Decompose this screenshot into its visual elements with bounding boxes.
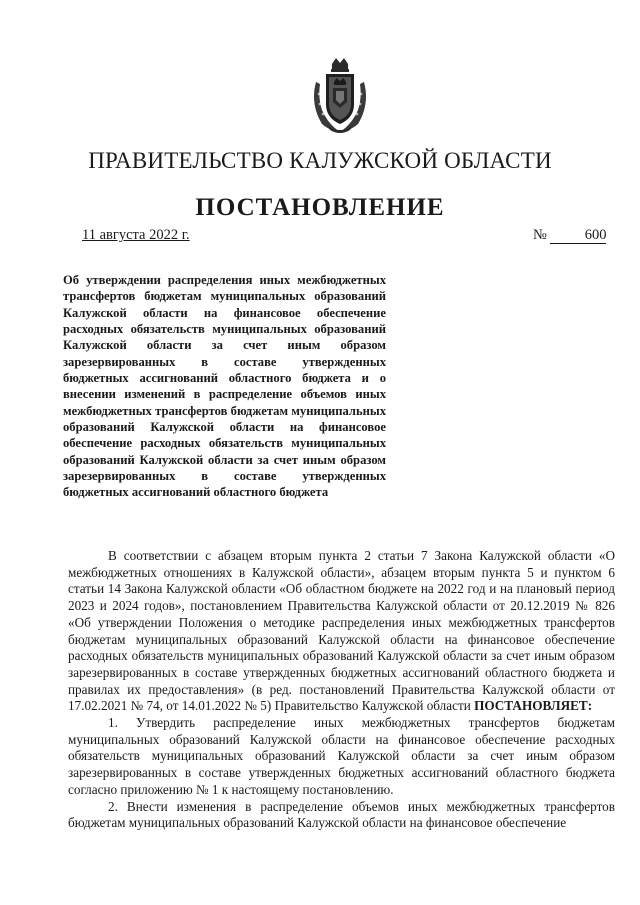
document-number-label: № [533,227,547,243]
resolves-keyword: ПОСТАНОВЛЯЕТ: [474,698,593,714]
preamble-paragraph [68,548,615,715]
document-type-title: ПОСТАНОВЛЕНИЕ [195,194,445,221]
document-date-value: 11 августа 2022 г. [82,227,190,243]
document-date [70,227,190,244]
document-number [533,227,606,244]
government-title: ПРАВИТЕЛЬСТВО КАЛУЖСКОЙ ОБЛАСТИ [88,148,552,173]
item-paragraph-2: 2. Внести изменения в распределение объемов иных межбюджетных трансфертов бюджетам муниципальных образований Калужской области на финансовое обеспечение [68,798,615,831]
document-number-value: 600 [550,228,606,244]
preamble-text: В соответствии с абзацем вторым пункта 2 статьи 7 Закона Калужской области «О межбюджетных отношениях в Калужской области», абзацем вторым пункта 5 и пунктом 6 статьи 14 Закона Калужской области «Об областном бюджете на 2022 год и на плановый период 2023 и 2024 годов», постановлением Правительства Калужской области от 20.12.2019 № 826 «Об утверждении Положения о методике распределения иных межбюджетных трансфертов бюджетам муниципальных образований Калужской области на финансовое обеспечение расходных обязательств муниципальных образований Калужской области за счет иным образом зарезервированных в составе утвержденных бюджетных ассигнований областного бюджета и правилах их предоставления» (в ред. постановлений Правительства Калужской области от 17.02.2021 № 74, от 14.01.2022 № 5) Правительство Калужской области [68,548,615,714]
item-paragraph-1: 1. Утвердить распределение иных межбюджетных трансфертов бюджетам муниципальных образований Калужской области на финансовое обеспечение расходных обязательств муниципальных образований Калужской области за счет иным образом зарезервированных в составе утвержденных бюджетных ассигнований областного бюджета согласно приложению № 1 к настоящему постановлению. [68,715,615,797]
coat-of-arms-icon [308,58,372,134]
document-subject: Об утверждении распределения иных межбюджетных трансфертов бюджетам муниципальных образований Калужской области на финансовое обеспечение расходных обязательств муниципальных образований Калужской области за счет иным образом зарезервированных в составе утвержденных бюджетных ассигнований областного бюджета и о внесении изменений в распределение объемов иных межбюджетных трансфертов бюджетам муниципальных образований Калужской области на финансовое обеспечение расходных обязательств муниципальных образований Калужской области за счет иным образом зарезервированных в составе утвержденных бюджетных ассигнований областного бюджета [63,273,386,500]
document-body [68,548,615,832]
